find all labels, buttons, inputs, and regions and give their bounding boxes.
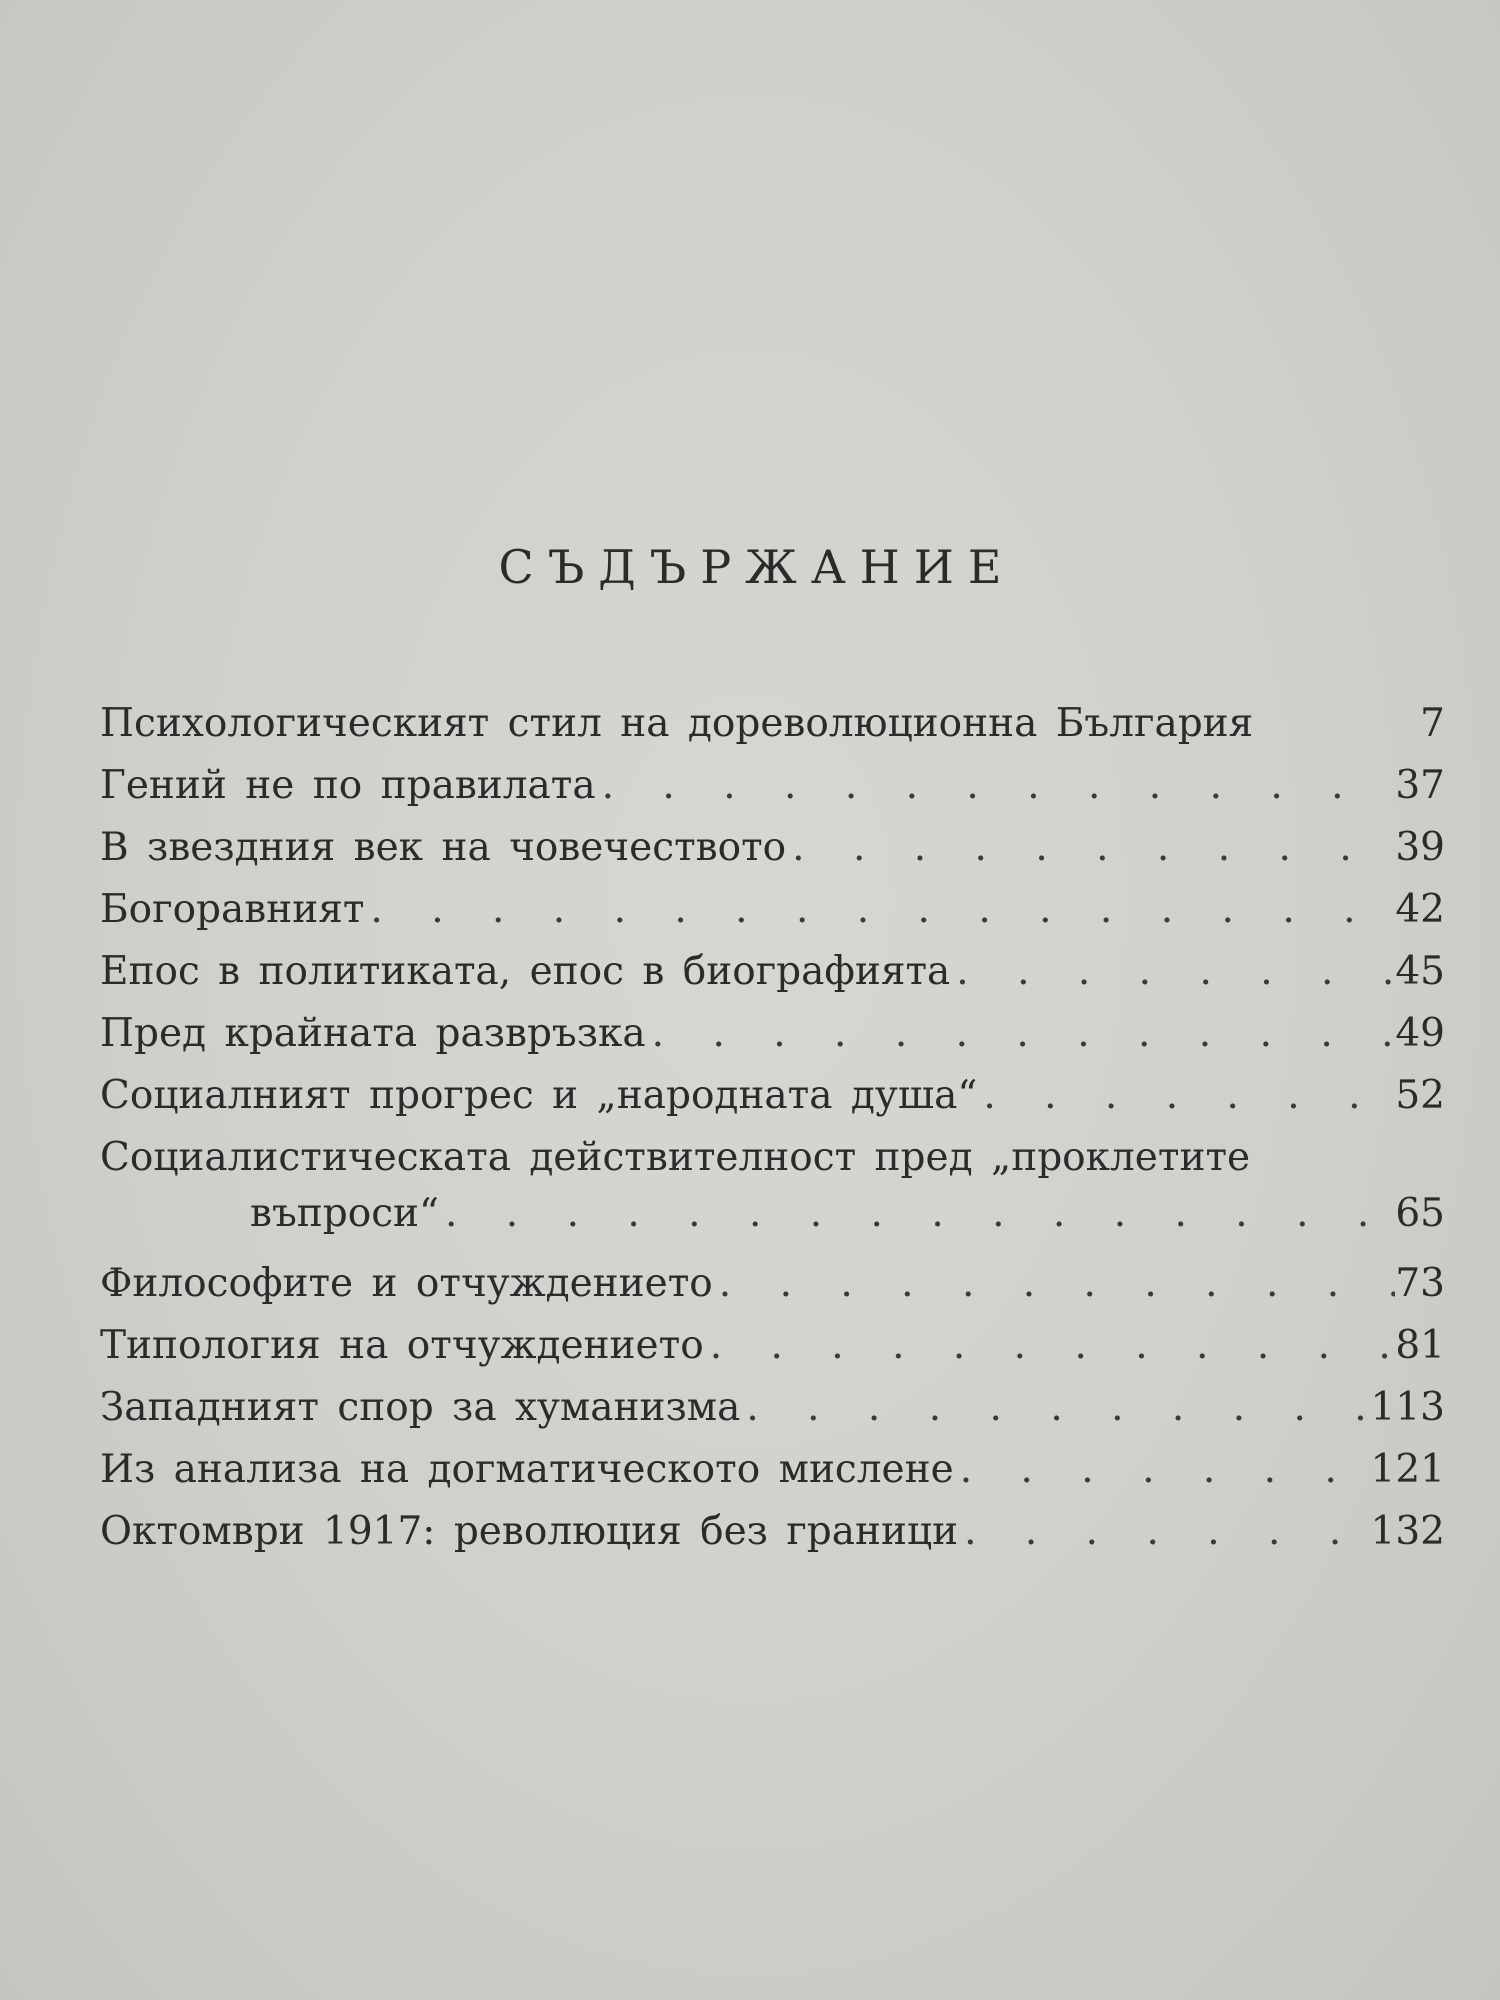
toc-entry-page: 49 [1395, 1011, 1445, 1056]
toc-leader [646, 1010, 1396, 1058]
toc-entry-title: Психологическият стил на дореволюционна България [100, 701, 1254, 746]
toc-entry-page: 81 [1395, 1323, 1445, 1368]
toc-entry [100, 886, 1445, 948]
toc-entry [100, 1508, 1445, 1570]
toc-entry-line [100, 1190, 1445, 1246]
table-of-contents [100, 700, 1445, 1570]
toc-leader [954, 1446, 1371, 1494]
toc-entry-page: 121 [1370, 1447, 1445, 1492]
toc-entry-page: 37 [1395, 763, 1445, 808]
toc-entry [100, 762, 1445, 824]
toc-entry-line [100, 1134, 1445, 1190]
toc-entry-title: Из анализа на догматическото мислене [100, 1447, 954, 1492]
toc-entry [100, 824, 1445, 886]
toc-entry-page: 52 [1395, 1073, 1445, 1118]
toc-leader [364, 886, 1395, 934]
toc-entry-title: Октомври 1917: революция без граници [100, 1509, 959, 1554]
toc-entry-title: Богоравният [100, 887, 365, 932]
toc-entry-title: Социалистическата действителност пред „проклетите [100, 1135, 1251, 1180]
page-title: СЪДЪРЖАНИЕ [498, 540, 1016, 594]
toc-leader [786, 824, 1395, 872]
toc-entry [100, 1260, 1445, 1322]
toc-entry [100, 700, 1445, 762]
toc-entry-page: 65 [1395, 1191, 1445, 1236]
toc-leader [596, 762, 1396, 810]
toc-entry-page: 113 [1370, 1385, 1445, 1430]
toc-entry-title: Гений не по правилата [100, 763, 596, 808]
toc-entry-page: 132 [1370, 1509, 1445, 1554]
toc-entry [100, 1134, 1445, 1246]
toc-entry-title: Социалният прогрес и „народната душа“ [100, 1073, 978, 1118]
toc-entry [100, 1010, 1445, 1072]
toc-entry [100, 1322, 1445, 1384]
toc-entry-page: 42 [1395, 887, 1445, 932]
toc-entry-title-continued: въпроси“ [250, 1191, 439, 1236]
toc-entry-title: Типология на отчуждението [100, 1323, 704, 1368]
toc-entry-page: 7 [1420, 701, 1445, 746]
toc-entry-page: 39 [1395, 825, 1445, 870]
toc-leader [704, 1322, 1396, 1370]
toc-entry [100, 1384, 1445, 1446]
toc-entry-title: Западният спор за хуманизма [100, 1385, 741, 1430]
toc-entry-page: 45 [1395, 949, 1445, 994]
toc-entry [100, 1446, 1445, 1508]
toc-entry-title: В звездния век на човечеството [100, 825, 787, 870]
toc-leader [958, 1508, 1370, 1556]
toc-entry-title: Епос в политиката, епос в биографията [100, 949, 951, 994]
toc-leader [950, 948, 1395, 996]
toc-entry-title: Философите и отчуждението [100, 1261, 713, 1306]
toc-entry-title: Пред крайната развръзка [100, 1011, 646, 1056]
toc-leader [439, 1190, 1395, 1238]
toc-leader [713, 1260, 1396, 1308]
toc-leader [740, 1384, 1370, 1432]
toc-leader [977, 1072, 1395, 1120]
toc-entry [100, 948, 1445, 1010]
toc-entry [100, 1072, 1445, 1134]
toc-entry-page: 73 [1395, 1261, 1445, 1306]
